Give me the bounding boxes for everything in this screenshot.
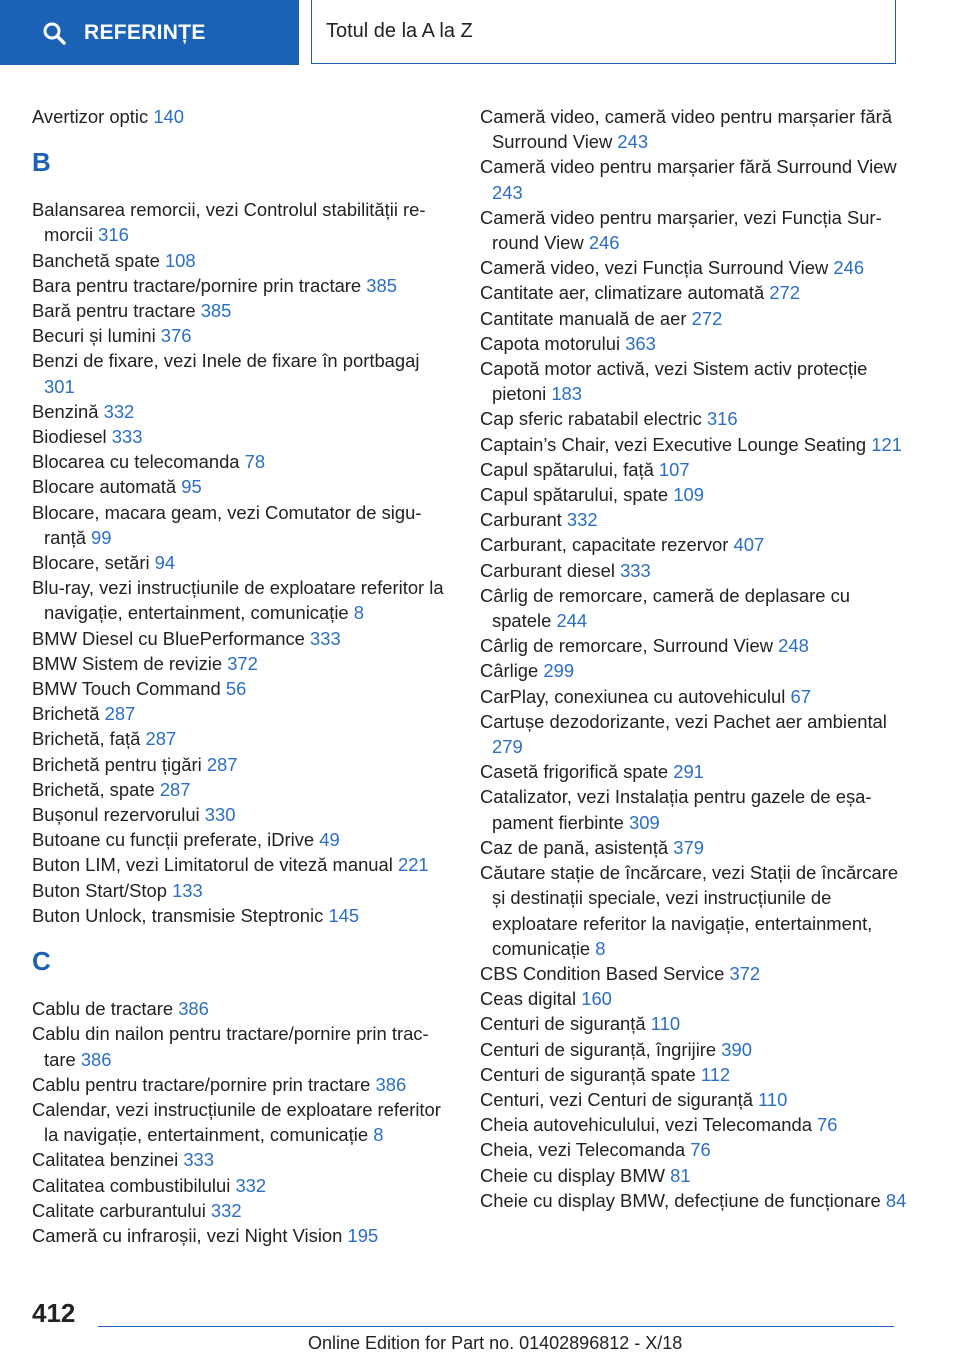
index-entry-text: BMW Touch Command: [32, 678, 221, 700]
index-page-link[interactable]: 95: [181, 476, 202, 498]
index-entry: [32, 878, 452, 903]
index-page-link[interactable]: 376: [160, 325, 192, 347]
section-tab-referinte[interactable]: [0, 0, 299, 65]
index-entry: [480, 331, 910, 356]
index-column-right: [480, 104, 910, 1213]
index-entry-text: Captain’s Chair, vezi Executive Lounge Seating: [480, 433, 867, 455]
index-page-link[interactable]: 109: [673, 484, 704, 506]
index-entry-text: Buton LIM, vezi Limitatorul de viteză manual: [32, 854, 393, 876]
index-page-link[interactable]: 332: [210, 1199, 242, 1221]
index-entry: [32, 575, 452, 625]
index-page-link[interactable]: 272: [769, 282, 800, 304]
index-page-link[interactable]: 133: [172, 879, 203, 901]
index-entry: [480, 1011, 910, 1036]
index-entry-text: Centuri de siguranță, îngrijire: [480, 1038, 717, 1060]
index-page-link[interactable]: 379: [673, 836, 704, 858]
index-column-left: [32, 104, 452, 1248]
index-entry: [480, 1062, 910, 1087]
index-entry-text: Cameră video pentru marșarier fără Surround View: [480, 156, 897, 178]
index-entry: [480, 1037, 910, 1062]
index-page-link[interactable]: 333: [310, 627, 341, 649]
index-entry-text: Balansarea remorcii, vezi Controlul stabilității remorcii: [32, 199, 426, 246]
index-entry-text: Calendar, vezi instrucțiunile de exploatare referitor la navigație, entertainment, comunicație: [32, 1098, 441, 1146]
index-entry: [32, 802, 452, 827]
index-entry-text: Cheie cu display BMW, defecțiune de funcționare: [480, 1189, 881, 1211]
index-entry-text: Cârlige: [480, 660, 539, 682]
index-entry: [480, 784, 910, 834]
index-entry: [480, 986, 910, 1011]
index-entry-text: Catalizator, vezi Instalația pentru gazele de eșapament fierbinte: [480, 786, 872, 833]
index-entry: [32, 626, 452, 651]
index-entry-text: Cârlig de remorcare, cameră de deplasare cu spatele: [480, 584, 851, 632]
index-entry: [32, 701, 452, 726]
index-page-link[interactable]: 145: [328, 904, 360, 926]
index-page-link[interactable]: 287: [159, 778, 191, 800]
index-page-link[interactable]: 316: [98, 224, 129, 246]
index-entry: [32, 449, 452, 474]
index-entry-text: Becuri și lumini: [32, 325, 156, 347]
index-entry-text: Căutare stație de încărcare, vezi Stații de încărcare și destinații speciale, vezi instrucțiunile de exploatare referitor la navigație, entertainment, comunicație: [480, 862, 899, 959]
index-entry-text: Benzi de fixare, vezi Inele de fixare în portbagaj: [32, 350, 420, 372]
index-entry: [32, 399, 452, 424]
index-entry: [32, 1021, 452, 1071]
index-entry: [480, 457, 910, 482]
index-page-link[interactable]: 243: [492, 181, 523, 203]
index-entry: [480, 255, 910, 280]
index-entry-text: Cameră video, vezi Funcția Surround View: [480, 257, 829, 279]
index-entry: [480, 759, 910, 784]
chapter-title-box: [311, 0, 896, 64]
index-page-link[interactable]: 386: [80, 1048, 112, 1070]
index-entry: [32, 248, 452, 273]
index-entry-text: Buton Start/Stop: [32, 879, 167, 901]
index-page-link[interactable]: 332: [103, 400, 135, 422]
index-page-link[interactable]: 385: [200, 300, 232, 322]
index-entry-text: Calitate carburantului: [32, 1199, 206, 1221]
index-entry: [480, 482, 910, 507]
index-entry: [32, 852, 452, 877]
index-entry-text: Benzină: [32, 400, 99, 422]
index-entry-text: Capota motorului: [480, 332, 621, 354]
index-entry: [32, 726, 452, 751]
index-page-link[interactable]: 372: [729, 962, 761, 984]
index-entry-text: Cartușe dezodorizante, vezi Pachet aer ambiental: [480, 710, 887, 732]
index-entry-text: Bușonul rezervorului: [32, 804, 200, 826]
index-entry-text: Ceas digital: [480, 988, 577, 1010]
index-page-link[interactable]: 78: [244, 451, 266, 473]
index-entry-text: Cheia, vezi Telecomanda: [480, 1139, 686, 1161]
index-page-link[interactable]: 84: [885, 1189, 907, 1211]
index-entry: [32, 348, 452, 398]
index-page-link[interactable]: 407: [733, 534, 765, 556]
index-entry-text: Caz de pană, asistență: [480, 836, 669, 858]
index-entry: [32, 1097, 452, 1147]
index-page-link[interactable]: 248: [778, 635, 809, 657]
index-entry-text: Calitatea benzinei: [32, 1149, 179, 1171]
index-page-link[interactable]: 316: [706, 408, 738, 430]
index-page-link[interactable]: 67: [790, 685, 811, 707]
index-entry-text: Brichetă: [32, 703, 100, 725]
index-entry: [480, 1163, 910, 1188]
index-entry: [32, 104, 452, 129]
index-entry-text: Cap sferic rabatabil electric: [480, 408, 702, 430]
footer-divider: [98, 1326, 894, 1327]
index-entry-text: Blocare automată: [32, 476, 177, 498]
index-entry: [480, 1137, 910, 1162]
index-entry-text: Cheia autovehiculului, vezi Telecomanda: [480, 1114, 812, 1136]
index-entry: [32, 197, 452, 247]
index-page-link[interactable]: 108: [164, 249, 196, 271]
index-entry: [480, 583, 910, 633]
index-entry: [32, 298, 452, 323]
index-entry-text: Blocare, macara geam, vezi Comutator de siguranță: [32, 501, 422, 548]
index-page-link[interactable]: 332: [235, 1174, 267, 1196]
index-entry: [32, 903, 452, 928]
index-entry-text: Brichetă pentru țigări: [32, 753, 202, 775]
index-page-link[interactable]: 110: [650, 1013, 681, 1035]
index-entry: [480, 860, 910, 961]
index-entry: [480, 1087, 910, 1112]
index-entry-text: Cantitate aer, climatizare automată: [480, 282, 765, 304]
index-entry: [32, 1173, 452, 1198]
index-entry-text: Capul spătarului, față: [480, 458, 654, 480]
index-page-link[interactable]: 160: [581, 988, 612, 1010]
index-entry-text: Avertizor optic: [32, 106, 149, 127]
chapter-title: Totul de la A la Z: [326, 20, 473, 42]
search-icon: [42, 21, 66, 45]
index-page-link[interactable]: 99: [91, 526, 112, 548]
index-page-link[interactable]: 8: [353, 602, 364, 624]
index-entry: [32, 474, 452, 499]
index-page-link[interactable]: 333: [183, 1149, 215, 1171]
index-entry-text: BMW Diesel cu BluePerformance: [32, 627, 305, 649]
index-entry: [32, 777, 452, 802]
index-page-link[interactable]: 372: [227, 652, 258, 674]
index-entry-text: Carburant: [480, 509, 562, 531]
index-entry-text: Carburant diesel: [480, 559, 615, 581]
index-entry: [480, 1188, 910, 1213]
index-page-link[interactable]: 386: [375, 1073, 407, 1095]
index-entry-text: Blu-ray, vezi instrucțiunile de exploatare referitor la navigație, entertainment, comunicație: [32, 577, 444, 624]
index-page-link[interactable]: 76: [690, 1139, 711, 1161]
index-entry: [480, 633, 910, 658]
index-page-link[interactable]: 333: [111, 426, 143, 448]
index-entry-text: Butoane cu funcții preferate, iDrive: [32, 829, 315, 851]
index-page-link[interactable]: 333: [620, 559, 651, 581]
index-entry: [32, 996, 452, 1021]
index-page-link[interactable]: 330: [204, 804, 236, 826]
index-entry-text: Banchetă spate: [32, 249, 160, 271]
index-page-link[interactable]: 386: [178, 998, 209, 1020]
index-page-link[interactable]: 287: [145, 728, 177, 750]
index-entry-text: Cheie cu display BMW: [480, 1164, 665, 1186]
index-entry: [480, 558, 910, 583]
index-entry-text: Brichetă, față: [32, 728, 141, 750]
index-page-link[interactable]: 110: [758, 1088, 788, 1110]
section-label: REFERINȚE: [84, 20, 206, 44]
page-number: 412: [32, 1298, 76, 1328]
index-entry-text: Capotă motor activă, vezi Sistem activ protecție pietoni: [480, 358, 868, 405]
index-entry: [480, 406, 910, 431]
index-page-link[interactable]: 244: [556, 610, 588, 632]
index-entry: [32, 1147, 452, 1172]
index-page-link[interactable]: 309: [629, 811, 660, 833]
index-entry: [480, 532, 910, 557]
index-entry: [480, 306, 910, 331]
index-page-link[interactable]: 107: [658, 458, 690, 480]
index-entry: [32, 1198, 452, 1223]
index-page-link[interactable]: 183: [551, 383, 583, 405]
index-entry: [480, 1112, 910, 1137]
index-page-link[interactable]: 94: [154, 552, 176, 574]
index-page-link[interactable]: 243: [617, 131, 649, 153]
index-page-link[interactable]: 363: [625, 332, 656, 354]
index-entry: [32, 1072, 452, 1097]
index-page-link[interactable]: 195: [347, 1224, 379, 1246]
index-entry: [480, 709, 910, 759]
index-letter-heading: C: [32, 946, 51, 977]
index-letter-heading: B: [32, 147, 51, 178]
index-entry: [480, 507, 910, 532]
index-page-link[interactable]: 279: [492, 736, 523, 758]
index-entry-text: Calitatea combustibilului: [32, 1174, 231, 1196]
index-entry-text: Cantitate manuală de aer: [480, 307, 687, 329]
index-entry-text: Cablu pentru tractare/pornire prin tractare: [32, 1073, 371, 1095]
index-entry: [32, 752, 452, 777]
index-entry: [480, 835, 910, 860]
index-entry: [32, 323, 452, 348]
index-page-link[interactable]: 246: [588, 232, 620, 254]
index-page-link[interactable]: 272: [691, 307, 723, 329]
index-entry: [32, 676, 452, 701]
index-entry-text: BMW Sistem de revizie: [32, 652, 223, 674]
index-entry-text: Biodiesel: [32, 426, 107, 448]
index-page-link[interactable]: 299: [543, 660, 575, 682]
index-entry-text: Cablu din nailon pentru tractare/pornire prin tractare: [32, 1023, 429, 1070]
index-entry: [480, 356, 910, 406]
index-entry-text: CarPlay, conexiunea cu autovehiculul: [480, 685, 786, 707]
index-page-link[interactable]: 140: [153, 106, 184, 127]
index-entry: [32, 827, 452, 852]
index-entry: [480, 280, 910, 305]
index-page-link[interactable]: 76: [817, 1114, 838, 1136]
index-entry: [480, 684, 910, 709]
index-entry: [32, 273, 452, 298]
index-page-link[interactable]: 246: [833, 257, 865, 279]
index-entry-text: Cablu de tractare: [32, 998, 174, 1020]
index-page-link[interactable]: 112: [700, 1063, 731, 1085]
index-page-link[interactable]: 8: [595, 937, 606, 959]
index-entry-text: Centuri de siguranță: [480, 1013, 646, 1035]
index-entry-text: Blocare, setări: [32, 552, 150, 574]
index-page-link[interactable]: 390: [721, 1038, 752, 1060]
index-page-link[interactable]: 287: [206, 753, 238, 775]
index-entry: [32, 651, 452, 676]
index-entry: [32, 424, 452, 449]
edition-text: Online Edition for Part no. 01402896812 - X/18: [308, 1333, 683, 1353]
index-entry: [480, 205, 910, 255]
index-entry-text: Buton Unlock, transmisie Steptronic: [32, 904, 324, 926]
index-entry-text: CBS Condition Based Service: [480, 962, 725, 984]
index-page-link[interactable]: 287: [104, 703, 136, 725]
index-entry-text: Capul spătarului, spate: [480, 484, 669, 506]
index-page-link[interactable]: 8: [373, 1124, 384, 1146]
index-entry-text: Bară pentru tractare: [32, 300, 196, 322]
index-entry: [480, 104, 910, 154]
index-entry-text: Cameră video pentru marșarier, vezi Funcția Surround View: [480, 206, 882, 254]
index-entry: [32, 550, 452, 575]
index-entry: [480, 154, 910, 204]
index-page-link[interactable]: 221: [397, 854, 429, 876]
index-entry: [32, 500, 452, 550]
index-page-link[interactable]: 56: [225, 678, 247, 700]
index-page-link[interactable]: 332: [566, 509, 598, 531]
index-page-link[interactable]: 49: [319, 829, 340, 851]
index-entry: [480, 432, 910, 457]
index-entry-text: Blocarea cu telecomanda: [32, 451, 240, 473]
index-entry: [32, 1223, 452, 1248]
index-entry-text: Brichetă, spate: [32, 778, 155, 800]
index-entry-text: Cameră video, cameră video pentru marșarier fără Surround View: [480, 106, 892, 153]
index-entry-text: Centuri, vezi Centuri de siguranță: [480, 1088, 753, 1110]
index-entry: [480, 658, 910, 683]
index-entry-text: Bara pentru tractare/pornire prin tractare: [32, 274, 362, 296]
index-page-link[interactable]: 121: [871, 433, 902, 455]
index-entry-text: Cameră cu infraroșii, vezi Night Vision: [32, 1224, 343, 1246]
index-page-link[interactable]: 385: [366, 274, 397, 296]
index-entry: [480, 961, 910, 986]
index-page-link[interactable]: 301: [44, 375, 75, 397]
index-page-link[interactable]: 81: [670, 1164, 691, 1186]
index-page-link[interactable]: 291: [673, 761, 704, 783]
index-entry-text: Carburant, capacitate rezervor: [480, 534, 729, 556]
index-entry-text: Casetă frigorifică spate: [480, 761, 669, 783]
index-entry-text: Cârlig de remorcare, Surround View: [480, 635, 774, 657]
index-entry-text: Centuri de siguranță spate: [480, 1063, 696, 1085]
